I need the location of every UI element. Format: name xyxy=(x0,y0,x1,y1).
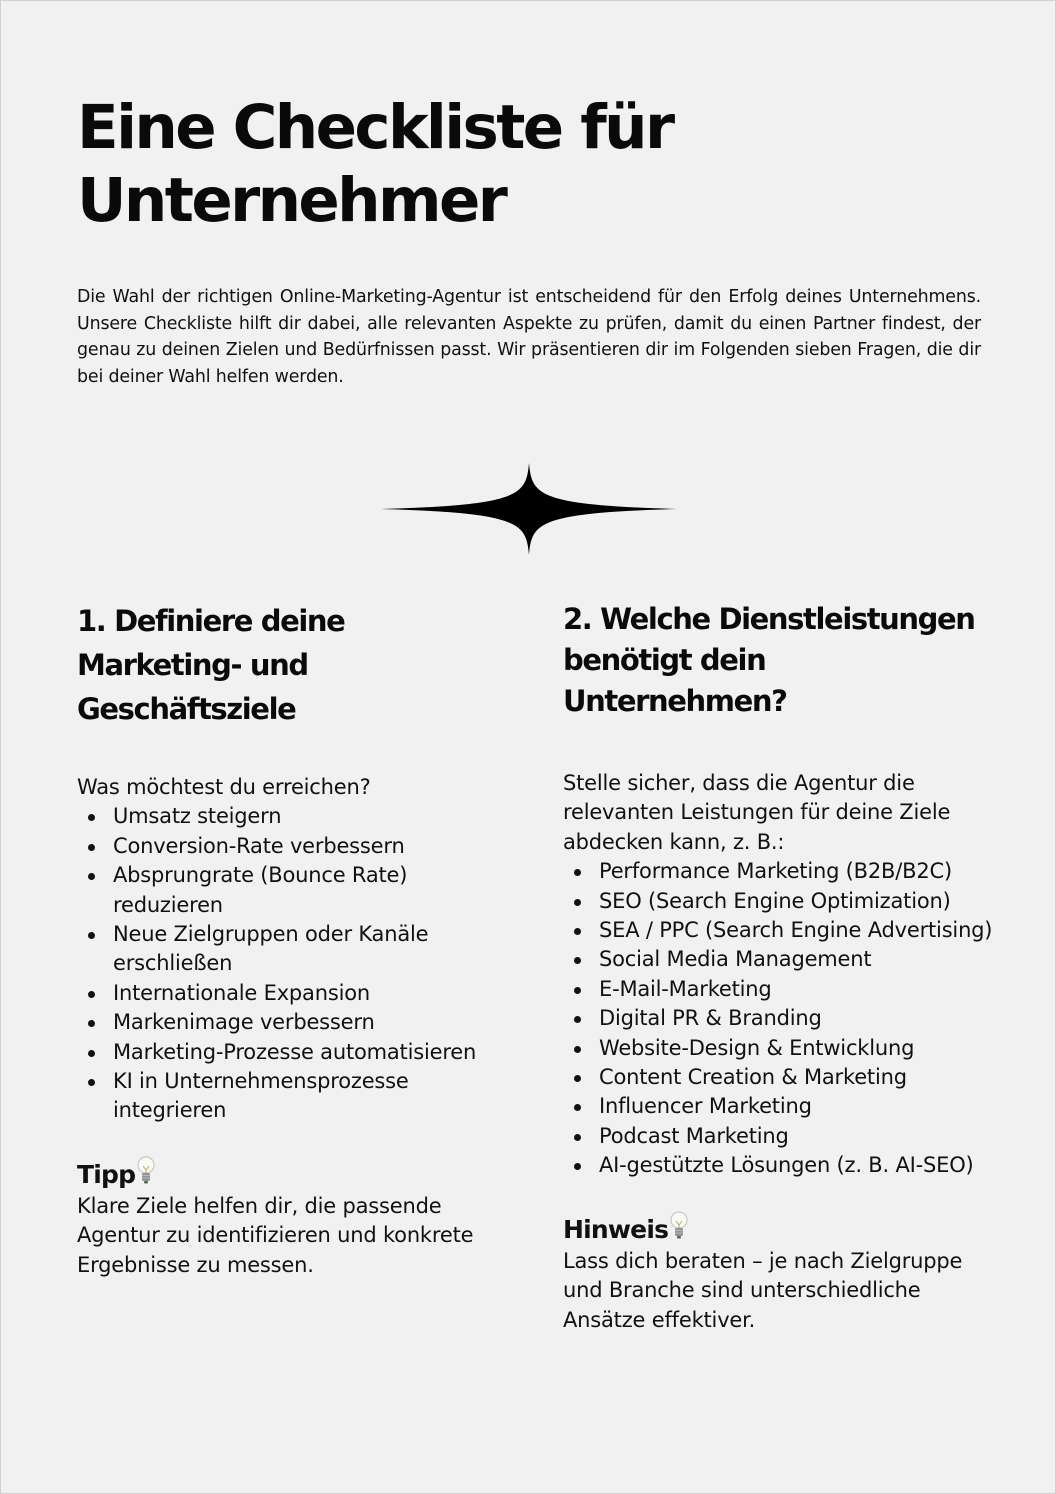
section-2 xyxy=(563,599,993,1335)
list-item: AI-gestützte Lösungen (z. B. AI-SEO) xyxy=(599,1151,993,1180)
intro-paragraph: Die Wahl der richtigen Online-Marketing-Agentur ist entscheidend für den Erfolg deines Unternehmens. Unsere Checkliste hilft dir dabei, alle relevanten Aspekte zu prüfen, damit du einen Partner findest, der genau zu deinen Zielen und Bedürfnissen passt. Wir präsentieren dir im Folgenden sieben Fragen, die dir bei deiner Wahl helfen werden. xyxy=(77,287,981,387)
hint-text: Lass dich beraten – je nach Zielgruppe und Branche sind unterschiedliche Ansätze effektiver. xyxy=(563,1248,963,1332)
list-item: Website-Design & Entwicklung xyxy=(599,1034,993,1063)
list-item: SEO (Search Engine Optimization) xyxy=(599,887,993,916)
tip-label: Tipp xyxy=(77,1159,136,1189)
section-1-heading: 1. Definiere deine Marketing- und Geschäftsziele xyxy=(77,604,345,726)
four-point-star-icon xyxy=(379,461,679,557)
list-item: Performance Marketing (B2B/B2C) xyxy=(599,857,993,886)
list-item: SEA / PPC (Search Engine Advertising) xyxy=(599,916,993,945)
list-item: Content Creation & Marketing xyxy=(599,1063,993,1092)
tip-text: Klare Ziele helfen dir, die passende Agentur zu identifizieren und konkrete Ergebnisse zu messen. xyxy=(77,1193,474,1277)
list-item: Markenimage verbessern xyxy=(113,1008,507,1037)
list-item: Podcast Marketing xyxy=(599,1122,993,1151)
section-1 xyxy=(77,599,507,1280)
list-item: Neue Zielgruppen oder Kanäle erschließen xyxy=(113,920,507,979)
list-item: Internationale Expansion xyxy=(113,979,507,1008)
section-1-list xyxy=(77,802,507,1125)
section-2-lead: Stelle sicher, dass die Agentur die relevanten Leistungen für deine Ziele abdecken kann, z. B.: xyxy=(563,771,951,854)
hint-label: Hinweis xyxy=(563,1214,669,1244)
list-item: Influencer Marketing xyxy=(599,1092,993,1121)
list-item: E-Mail-Marketing xyxy=(599,975,993,1004)
list-item: Social Media Management xyxy=(599,945,993,974)
list-item: Absprungrate (Bounce Rate) reduzieren xyxy=(113,861,507,920)
section-1-lead: Was möchtest du erreichen? xyxy=(77,775,371,799)
list-item: Digital PR & Branding xyxy=(599,1004,993,1033)
section-2-heading: 2. Welche Dienstleistungen benötigt dein Unternehmen? xyxy=(563,602,975,718)
list-item: Marketing-Prozesse automatisieren xyxy=(113,1038,507,1067)
list-item: KI in Unternehmensprozesse integrieren xyxy=(113,1067,507,1126)
lightbulb-icon xyxy=(670,1211,688,1241)
list-item: Umsatz steigern xyxy=(113,802,507,831)
hint-heading xyxy=(563,1211,993,1247)
section-2-list xyxy=(563,857,993,1180)
list-item: Conversion-Rate verbessern xyxy=(113,832,507,861)
page-title: Eine Checkliste für Unternehmer xyxy=(77,92,673,236)
lightbulb-icon xyxy=(137,1156,155,1186)
tip-heading xyxy=(77,1156,507,1192)
